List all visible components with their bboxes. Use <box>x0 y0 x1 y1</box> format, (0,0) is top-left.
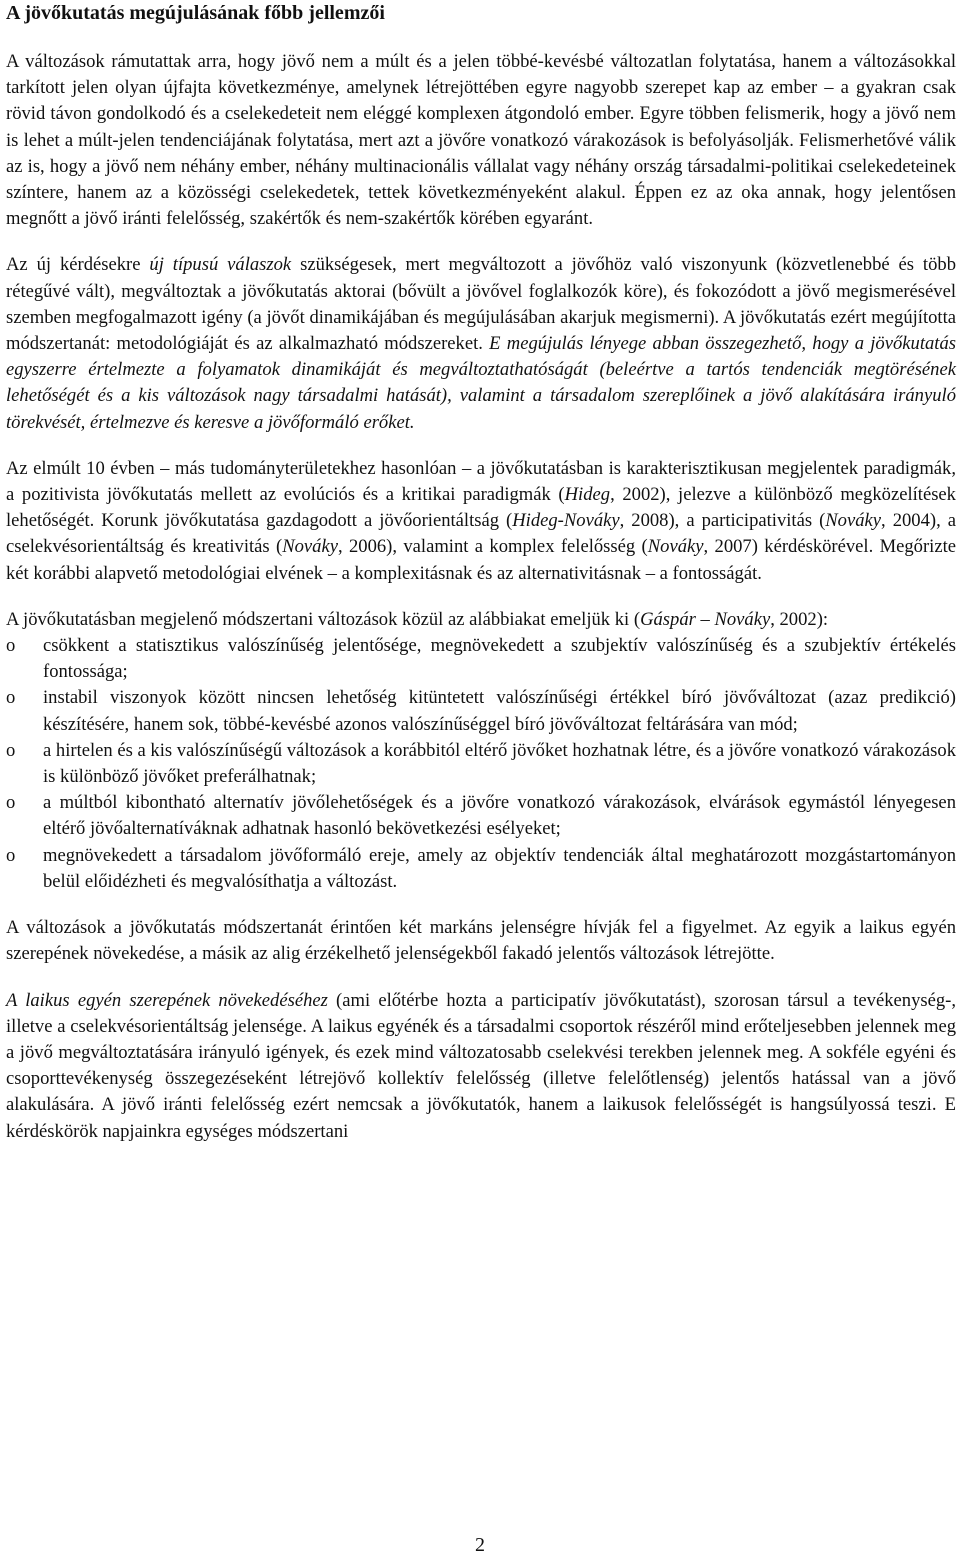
paragraph-4: A jövőkutatásban megjelenő módszertani változások közül az alábbiakat emeljük ki (Gáspár – Nováky, 2002): <box>6 608 829 630</box>
bullet-icon: o <box>6 792 16 814</box>
emphasis-text: A laikus egyén szerepének növekedéséhez <box>6 989 328 1011</box>
list-item: o megnövekedett a társadalom jövőformáló ereje, amely az objektív tendenciák által meghatározott mozgástartományon belül előidézheti és megvalósíthatja a változást. <box>6 844 956 892</box>
citation-author: Gáspár – Nováky <box>640 608 771 630</box>
bullet-icon: o <box>6 739 16 761</box>
paragraph-3: Az elmúlt 10 évben – más tudományterületekhez hasonlóan – a jövőkutatásban is karakterisztikusan megjelentek paradigmák, a pozitivista jövőkutatás mellett az evolúciós és a kritikai paradigmák (Hideg, 2002), jelezve a különböző megközelítések lehetőségét. Korunk jövőkutatása gazdagodott a jövőorientáltság (Hideg-Nováky, 2008), a participativitás (Nováky, 2004), a cselekvésorientáltság és kreativitás (Nováky, 2006), valamint a komplex felelősség (Nováky, 2007) kérdéskörével. Megőrizte két korábbi alapvető metodológiai elvének – a komplexitásnak és az alternativitásnak – a fontosságát. <box>6 457 956 584</box>
paragraph-6: A laikus egyén szerepének növekedéséhez (ami előtérbe hozta a participatív jövőkutatást), szorosan társul a tevékenység-, illetve a cselekvésorientáltság jelensége. A laikus egyénék és a társadalmi csoportok részéről mind erőteljesebben jelennek meg a jövő megváltoztatására irányuló igények, és ezek mind változatosabb cselekvési terekben jelennek meg. A sokféle egyéni és csoporttevékenység összegezéseként létrejövő kollektív felelősség (illetve felelőtlenség) jelentős hatással van a jövő alakulására. A jövő iránti felelősség ezért nemcsak a jövőkutatók, hanem a laikusok felelősségét is hangsúlyossá teszi. E kérdéskörök napjainkra egységes módszertani <box>6 989 956 1142</box>
bullet-icon: o <box>6 844 16 866</box>
list-item: o a hirtelen és a kis valószínűségű változások a korábbitól eltérő jövőket hozhatnak létre, és a jövőre vonatkozó várakozások is különböző jövőket preferálhatnak; <box>6 739 956 788</box>
emphasis-text: új típusú válaszok <box>149 254 292 276</box>
paragraph-1: A változások rámutattak arra, hogy jövő nem a múlt és a jelen többé-kevésbé változatlan folytatása, hanem a változásokkal tarkított jelen olyan újfajta következménye, amelynek létrejöttében egyre nagyobb szerepet kap az ember – a gyakran csak rövid távon gondolkodó és a cselekedeteit nem eléggé komplexen átgondoló ember. Egyre többen felismerik, hogy a jövő nem is lehet a múlt-jelen tendenciájának folytatása, mert azt a jövőre vonatkozó várakozások is befolyásolják. Felismerhetővé válik az is, hogy a jövő nem néhány ember, néhány multinacionális vállalat vagy néhány ország társadalmi-politikai cselekedeteinek színtere, hanem az a közösségi cselekedetek, tettek következményeként alakul. Éppen ez az oka annak, hogy jelentősen megnőtt a jövő iránti felelősség, szakértők és nem-szakértők körében egyaránt. <box>6 51 956 230</box>
citation-author: Nováky <box>825 510 882 532</box>
section-title: A jövőkutatás megújulásának főbb jellemzői <box>6 2 385 24</box>
list-item: o instabil viszonyok között nincsen lehetőség kitüntetett valószínűségi értékkel bíró jövőváltozat (azaz predikció) készítésére, hanem sok, többé-kevésbé azonos valószínűséggel bíró jövőváltozat feltárására van mód; <box>6 687 956 735</box>
page-number: 2 <box>475 1534 485 1556</box>
list-item: o a múltból kibontható alternatív jövőlehetőségek és a jövőre vonatkozó várakozások, elvárások egymástól lényegesen eltérő jövőalternatíváknak adhatnak hasonló bekövetkezési esélyeket; <box>6 792 956 840</box>
paragraph-5: A változások a jövőkutatás módszertanát érintően két markáns jelenségre hívják fel a figyelmet. Az egyik a laikus egyén szerepének növekedése, a másik az alig érzékelhető jelenségekből fakadó jelentős változások létrejötte. <box>6 917 956 965</box>
emphasis-text: E megújulás lényege abban összegezhető, hogy a jövőkutatás egyszerre értelmezte a folyamatok dinamikáját és megváltoztathatóságát (beleértve a tartós tendenciák megtörésének lehetőségét és a kis változások nagy társadalmi hatását), valamint a társadalom szereplőinek a jövő alakítására irányuló törekvését, értelmezve és keresve a jövőformáló erőket. <box>6 333 956 433</box>
bullet-icon: o <box>6 687 16 709</box>
citation-author: Hideg-Nováky <box>512 510 620 532</box>
citation-author: Nováky <box>647 536 704 558</box>
methods-list <box>6 633 956 895</box>
citation-author: Nováky <box>282 536 338 558</box>
bullet-icon: o <box>6 635 16 657</box>
list-item: o csökkent a statisztikus valószínűség jelentősége, megnövekedett a szubjektív valószínűség és a szubjektív értékelés fontossága; <box>6 635 956 683</box>
citation-author: Hideg <box>564 484 611 506</box>
paragraph-2: Az új kérdésekre új típusú válaszok szükségesek, mert megváltozott a jövőhöz való viszonyunk (közvetlenebbé és több rétegűvé vált), megváltoztak a jövőkutatás aktorai (bővült a jövővel foglalkozók köre), és fokozódott a jövő megismerésével szemben megfogalmazott igény (a jövőt dinamikájában és megújulásában akarjuk megismerni). A jövőkutatás ezért megújította módszertanát: metodológiáját és az alkalmazható módszereket. E megújulás lényege abban összegezhető, hogy a jövőkutatás egyszerre értelmezte a folyamatok dinamikáját és megváltoztathatóságát (beleértve a tartós tendenciák megtörésének lehetőségét és a kis változások nagy társadalmi hatását), valamint a társadalom szereplőinek a jövő alakítására irányuló törekvését, értelmezve és keresve a jövőformáló erőket. <box>6 254 956 433</box>
document-page <box>6 0 956 1145</box>
